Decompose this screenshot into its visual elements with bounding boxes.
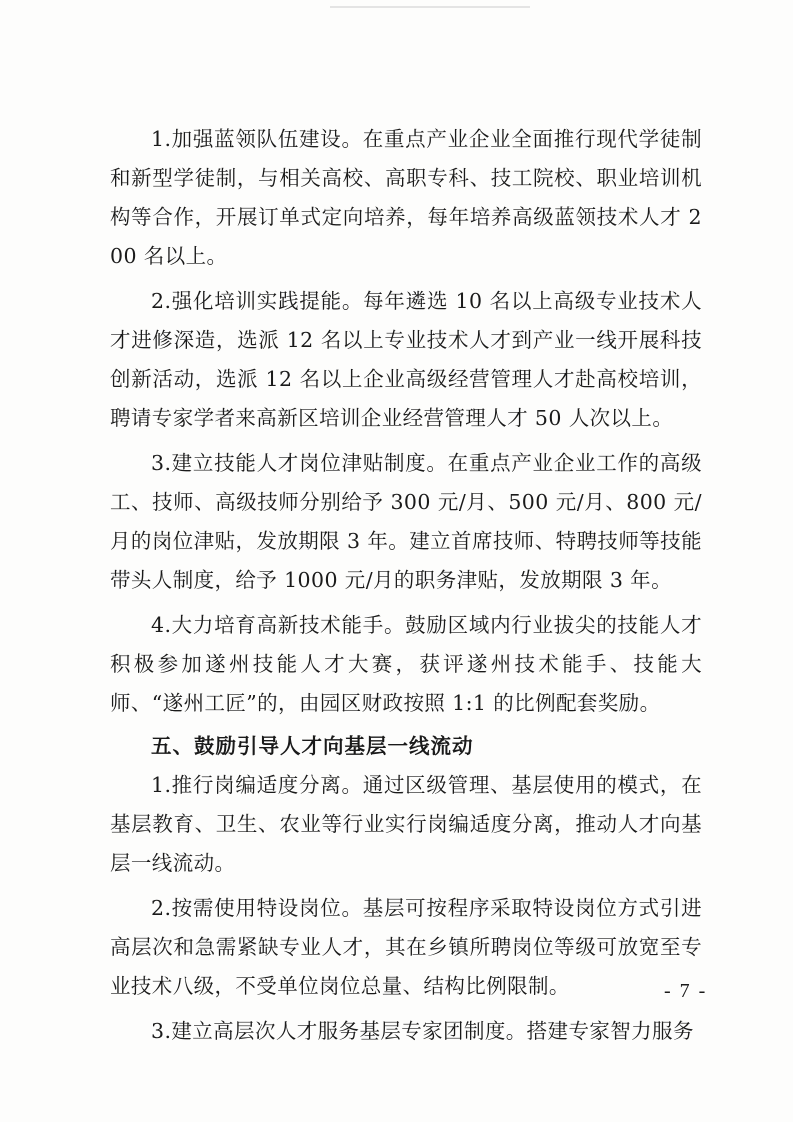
page-number: - 7 - <box>664 980 708 1002</box>
paragraph-skill-masters: 4.大力培育高新技术能手。鼓励区域内行业拔尖的技能人才积极参加遂州技能人才大赛，获评遂州技术能手、技能大师、“遂州工匠”的，由园区财政按照 1:1 的比例配套奖励。 <box>110 613 702 715</box>
paragraph-allowance: 3.建立技能人才岗位津贴制度。在重点产业企业工作的高级工、技师、高级技师分别给予 300 元/月、500 元/月、800 元/月的岗位津贴，发放期限 3 年。建立首席技师、特聘技师等技能带头人制度，给予 1000 元/月的职务津贴，发放期限 3 年。 <box>110 451 702 592</box>
document-body <box>110 120 702 1051</box>
paragraph-training: 2.强化培训实践提能。每年遴选 10 名以上高级专业技术人才进修深造，选派 12 名以上专业技术人才到产业一线开展科技创新活动，选派 12 名以上企业高级经营管理人才赴高校培训，聘请专家学者来高新区培训企业经营管理人才 50 人次以上。 <box>110 289 702 430</box>
section-heading: 五、鼓励引导人才向基层一线流动 <box>151 734 474 758</box>
paragraph-special-posts: 2.按需使用特设岗位。基层可按程序采取特设岗位方式引进高层次和急需紧缺专业人才，其在乡镇所聘岗位等级可放宽至专业技术八级，不受单位岗位总量、结构比例限制。 <box>110 896 702 998</box>
scan-artifact-line <box>330 6 530 8</box>
paragraph-blue-collar: 1.加强蓝领队伍建设。在重点产业企业全面推行现代学徒制和新型学徒制，与相关高校、高职专科、技工院校、职业培训机构等合作，开展订单式定向培养，每年培养高级蓝领技术人才 200 名以上。 <box>110 127 702 268</box>
paragraph-expert-team: 3.建立高层次人才服务基层专家团制度。搭建专家智力服务 <box>151 1019 694 1043</box>
paragraph-post-separation: 1.推行岗编适度分离。通过区级管理、基层使用的模式，在基层教育、卫生、农业等行业实行岗编适度分离，推动人才向基层一线流动。 <box>110 773 702 875</box>
